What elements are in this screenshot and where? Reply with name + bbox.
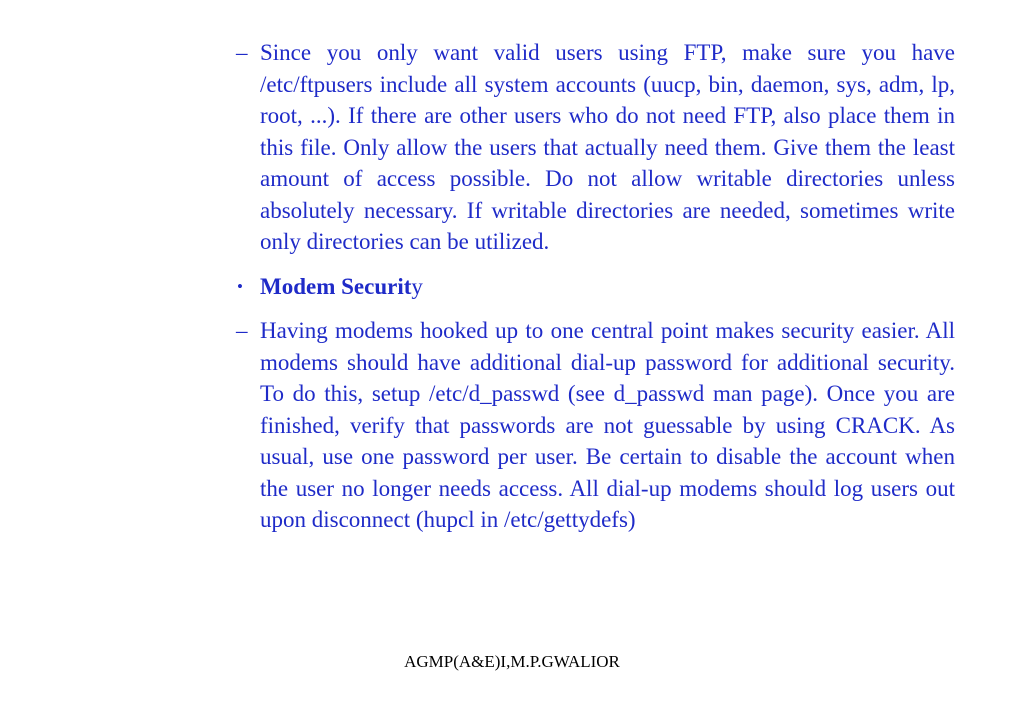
modem-security-heading — [233, 271, 955, 303]
modem-security-heading-rest: y — [411, 273, 423, 299]
ftp-users-text: Since you only want valid users using FTP, make sure you have /etc/ftpusers include all system accounts (uucp, bin, daemon, sys, adm, lp, root, ...). If there are other users who do not need FTP, also place them in this file. Only allow the users that actually need them. Give them the least amount of access possible. Do not allow writable directories unless absolutely necessary. If writable directories are needed, sometimes write only directories can be utilized. — [260, 40, 955, 254]
bullet-marker: • — [237, 276, 243, 296]
footer-text: AGMP(A&E)I,M.P.GWALIOR — [404, 652, 620, 671]
ftp-users-paragraph — [233, 37, 955, 258]
dash-marker: – — [236, 318, 248, 343]
dash-marker: – — [236, 40, 248, 65]
modem-security-text: Having modems hooked up to one central point makes security easier. All modems should have additional dial-up password for additional security. To do this, setup /etc/d_passwd (see d_passwd man page). Once you are finished, verify that passwords are not guessable by using CRACK. As usual, use one password per user. Be certain to disable the account when the user no longer needs access. All dial-up modems should log users out upon disconnect (hupcl in /etc/gettydefs) — [260, 318, 955, 532]
modem-security-paragraph — [233, 315, 955, 536]
slide-content — [233, 37, 955, 536]
modem-security-heading-bold: Modem Securit — [260, 273, 412, 299]
